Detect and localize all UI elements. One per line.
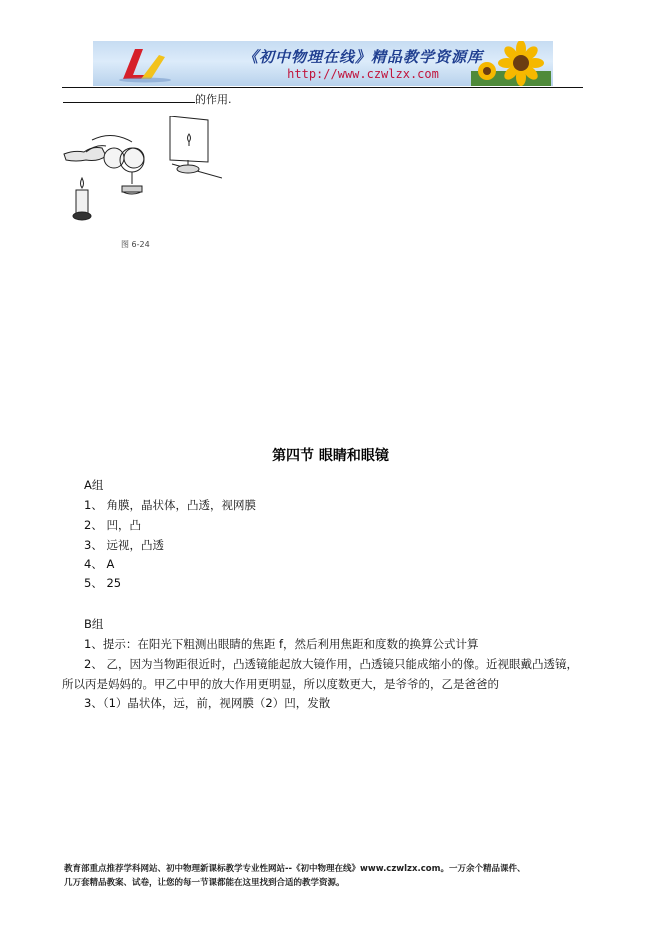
figure-caption: 图 6-24 — [121, 240, 150, 249]
header-banner — [93, 41, 553, 86]
group-a-label: A组 — [84, 478, 104, 492]
banner-title: 《初中物理在线》精品教学资源库 — [242, 48, 483, 66]
group-a-item: 3、 远视，凸透 — [84, 538, 164, 552]
answer-blank — [63, 91, 195, 103]
group-a-item: 5、 25 — [84, 576, 122, 590]
page-footer — [64, 862, 604, 890]
section-title: 第四节 眼睛和眼镜 — [272, 448, 389, 464]
group-a-item: 4、 A — [84, 557, 115, 571]
footer-line: 教育部重点推荐学科网站、初中物理新课标教学专业性网站--《初中物理在线》www.czwlzx.com。一万余个精品课件、 — [64, 864, 526, 874]
footer-line: 几万套精品教案、试卷，让您的每一节课都能在这里找到合适的教学资源。 — [64, 878, 345, 888]
header-divider — [62, 87, 583, 88]
site-logo — [115, 45, 175, 83]
fill-in-line — [63, 91, 232, 107]
group-b-item: 1、提示：在阳光下粗测出眼睛的焦距 f，然后利用焦距和度数的换算公式计算 — [84, 637, 479, 651]
fill-line-text: 的作用. — [195, 93, 232, 106]
group-a-item: 1、 角膜，晶状体，凸透，视网膜 — [84, 498, 256, 512]
group-b-item-continued: 所以丙是妈妈的。甲乙中甲的放大作用更明显，所以度数更大，是爷爷的，乙是爸爸的 — [62, 677, 499, 691]
group-b-item: 3、（1）晶状体，远，前，视网膜（2）凹，发散 — [84, 696, 331, 710]
group-a-item: 2、 凹，凸 — [84, 518, 141, 532]
experiment-figure — [62, 116, 222, 231]
group-b-item: 2、 乙，因为当物距很近时，凸透镜能起放大镜作用，凸透镜只能成缩小的像。近视眼戴凸透镜， — [84, 657, 578, 671]
group-b-label: B组 — [84, 617, 104, 631]
sunflower-image — [471, 41, 551, 86]
banner-url[interactable]: http://www.czwlzx.com — [287, 67, 439, 81]
